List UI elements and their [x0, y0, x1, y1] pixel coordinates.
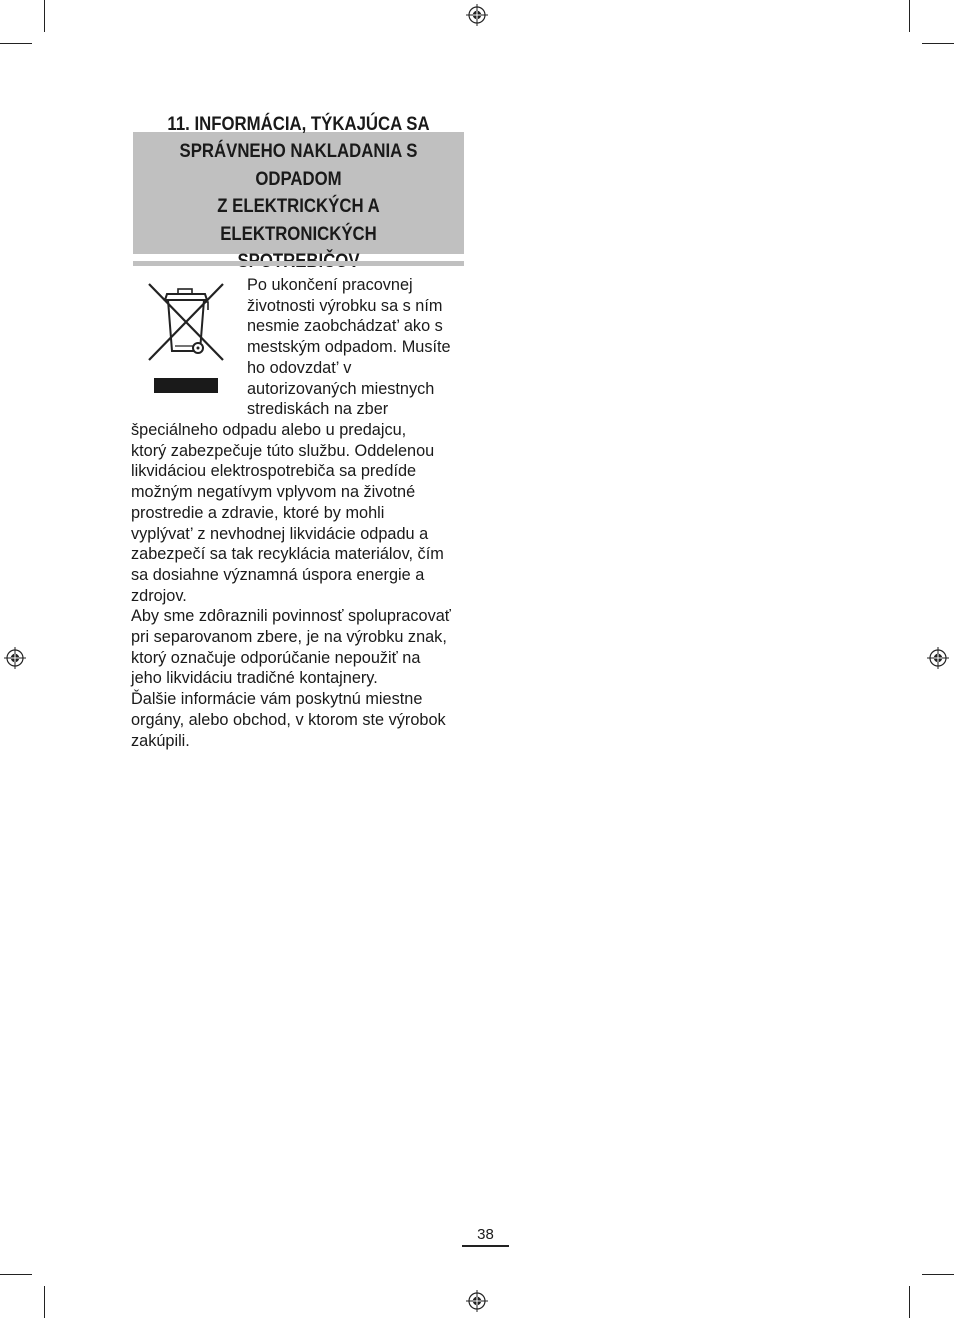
text-line: ho odovzdat’ v	[247, 358, 352, 377]
text-line: mestským odpadom. Musíte	[247, 338, 451, 357]
crop-mark	[44, 0, 45, 32]
registration-mark-icon	[466, 4, 488, 26]
registration-mark-icon	[466, 1290, 488, 1312]
text-line: zdrojov.	[131, 586, 187, 605]
text-line: ktorý označuje odporúčanie nepoužiť na	[131, 648, 421, 667]
text-line: možným negatívym vplyvom na životné	[131, 483, 416, 502]
crop-mark	[0, 1274, 32, 1275]
text-line: ktorý zabezpečuje túto službu. Oddelenou	[131, 441, 435, 460]
crop-mark	[922, 1274, 954, 1275]
text-line: sa dosiahne významná úspora energie a	[131, 565, 425, 584]
text-line: jeho likvidáciu tradičné kontajnery.	[131, 669, 378, 688]
text-line: Aby sme zdôraznili povinnosť spolupracovať	[131, 607, 451, 626]
text-line: pri separovanom zbere, je na výrobku znak,	[131, 628, 447, 647]
text-line: špeciálneho odpadu alebo u predajcu,	[131, 421, 407, 439]
section-heading: 11. INFORMÁCIA, TÝKAJÚCA SA SPRÁVNEHO NAKLADANIA S ODPADOM Z ELEKTRICKÝCH A ELEKTRONICKÝCH	[167, 112, 430, 245]
text-line: zakúpili.	[131, 731, 190, 750]
body-paragraph	[131, 420, 471, 751]
text-line: zabezpečí sa tak recyklácia materiálov, čím	[131, 545, 444, 564]
intro-paragraph	[247, 275, 467, 420]
heading-divider	[133, 261, 464, 266]
text-line: orgány, alebo obchod, v ktorom ste výrobok	[131, 710, 446, 729]
registration-mark-icon	[4, 647, 26, 669]
section-heading-box	[133, 112, 464, 254]
registration-mark-icon	[927, 647, 949, 669]
page-number-underline	[462, 1245, 509, 1247]
text-line: Ďalšie informácie vám poskytnú miestne	[131, 690, 423, 709]
crop-mark	[909, 0, 910, 32]
crop-mark	[44, 1286, 45, 1318]
text-line: likvidáciou elektrospotrebiča sa predíde	[131, 462, 417, 481]
text-line: nesmie zaobchádzat’ ako s	[247, 317, 443, 336]
text-line: životnosti výrobku sa s ním	[247, 296, 443, 315]
crop-mark	[0, 43, 32, 44]
text-line: prostredie a zdravie, ktoré by mohli	[131, 503, 385, 522]
text-line: autorizovaných miestnych	[247, 379, 435, 398]
page-number: 38	[477, 1226, 494, 1243]
crop-mark	[909, 1286, 910, 1318]
text-line: vyplývat’ z nevhodnej likvidácie odpadu a	[131, 524, 429, 543]
text-line: strediskách na zber	[247, 400, 389, 419]
text-line: Po ukončení pracovnej	[247, 276, 413, 294]
crossed-out-wheelie-bin-icon	[145, 280, 227, 398]
crop-mark	[922, 43, 954, 44]
